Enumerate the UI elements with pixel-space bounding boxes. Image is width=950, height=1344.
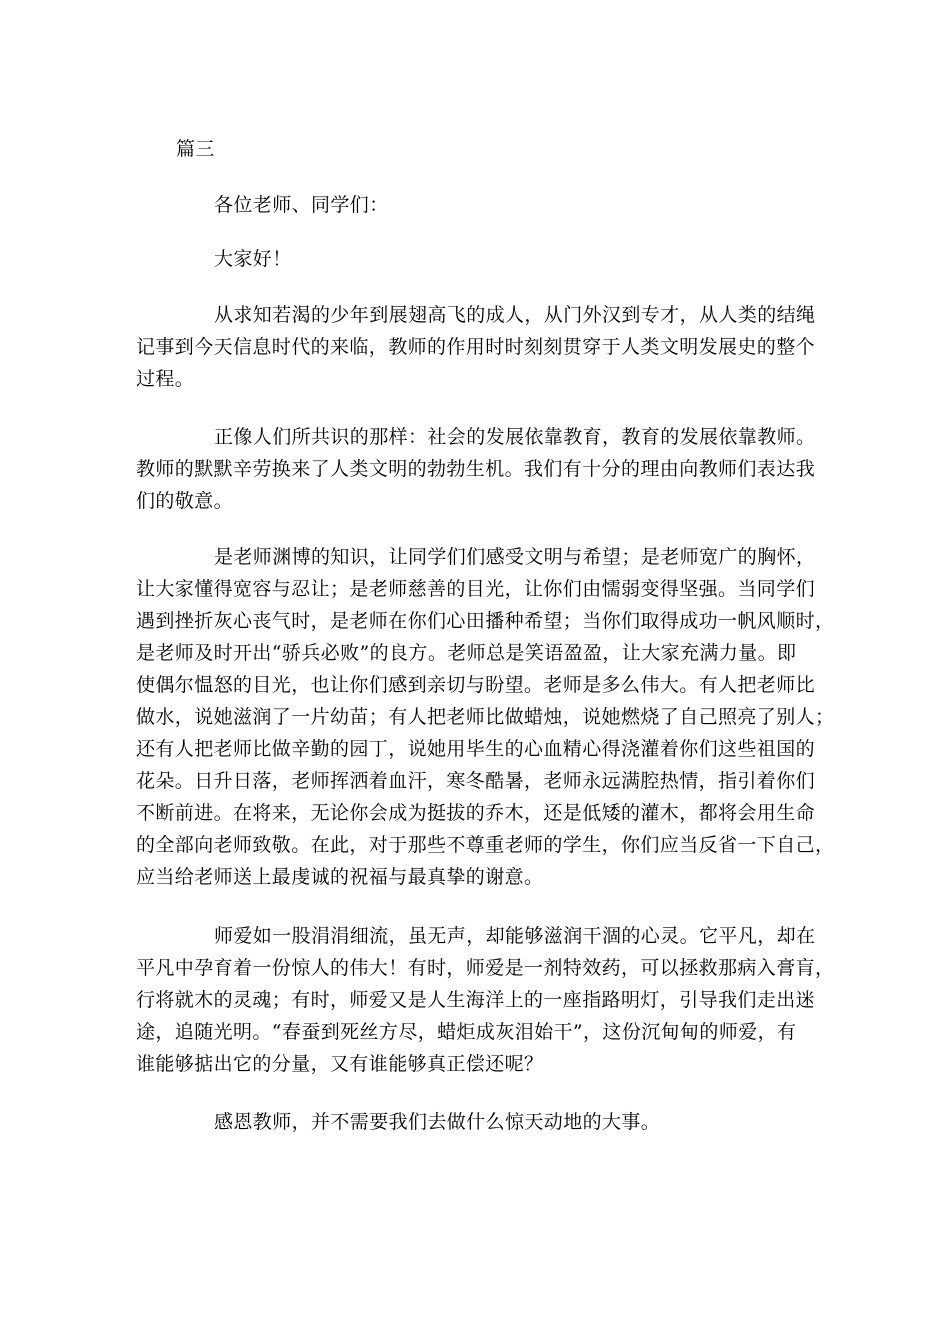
paragraph-line: 们的敬意。 (136, 490, 234, 512)
paragraph-line: 使偶尔愠怒的目光，也让你们感到亲切与盼望。老师是多么伟大。有人把老师比 (136, 674, 816, 696)
paragraph-line: 感恩教师，并不需要我们去做什么惊天动地的大事。 (214, 1111, 661, 1133)
paragraph-line: 教师的默默辛劳换来了人类文明的勃勃生机。我们有十分的理由向教师们表达我 (136, 458, 816, 480)
paragraph-line: 让大家懂得宽容与忍让；是老师慈善的目光，让你们由懦弱变得坚强。当同学们 (136, 578, 816, 600)
section-heading: 篇三 (176, 138, 215, 160)
greeting: 大家好！ (214, 248, 292, 270)
paragraph-line: 不断前进。在将来，无论你会成为挺拔的乔木，还是低矮的灌木，都将会用生命 (136, 802, 816, 824)
salutation: 各位老师、同学们： (214, 194, 389, 216)
paragraph-line: 是老师渊博的知识，让同学们们感受文明与希望；是老师宽广的胸怀， (214, 546, 816, 568)
paragraph-line: 做水，说她滋润了一片幼苗；有人把老师比做蜡烛，说她燃烧了自己照亮了别人； (136, 706, 835, 728)
paragraph-line: 正像人们所共识的那样：社会的发展依靠教育，教育的发展依靠教师。 (214, 426, 816, 448)
paragraph-line: 记事到今天信息时代的来临，教师的作用时时刻刻贯穿于人类文明发展史的整个 (136, 336, 816, 358)
paragraph-line: 过程。 (136, 368, 195, 390)
paragraph-line: 遇到挫折灰心丧气时，是老师在你们心田播种希望；当你们取得成功一帆风顺时， (136, 610, 835, 632)
paragraph-line: 花朵。日升日落，老师挥洒着血汗，寒冬酷暑，老师永远满腔热情，指引着你们 (136, 770, 816, 792)
paragraph-line: 平凡中孕育着一份惊人的伟大！有时，师爱是一剂特效药，可以拯救那病入膏肓， (136, 957, 835, 979)
paragraph-line: 途，追随光明。“春蚕到死丝方尽，蜡炬成灰泪始干”，这份沉甸甸的师爱，有 (136, 1021, 797, 1043)
paragraph-line: 师爱如一股涓涓细流，虽无声，却能够滋润干涸的心灵。它平凡，却在 (214, 925, 816, 947)
paragraph-line: 应当给老师送上最虔诚的祝福与最真挚的谢意。 (136, 866, 544, 888)
paragraph-line: 谁能够掂出它的分量，又有谁能够真正偿还呢？ (136, 1053, 544, 1075)
paragraph-line: 从求知若渴的少年到展翅高飞的成人，从门外汉到专才，从人类的结绳 (214, 304, 816, 326)
paragraph-line: 的全部向老师致敬。在此，对于那些不尊重老师的学生，你们应当反省一下自己， (136, 834, 835, 856)
paragraph-line: 是老师及时开出“骄兵必败”的良方。老师总是笑语盈盈，让大家充满力量。即 (136, 642, 797, 664)
paragraph-line: 还有人把老师比做辛勤的园丁，说她用毕生的心血精心得浇灌着你们这些祖国的 (136, 738, 816, 760)
paragraph-line: 行将就木的灵魂；有时，师爱又是人生海洋上的一座指路明灯，引导我们走出迷 (136, 989, 816, 1011)
